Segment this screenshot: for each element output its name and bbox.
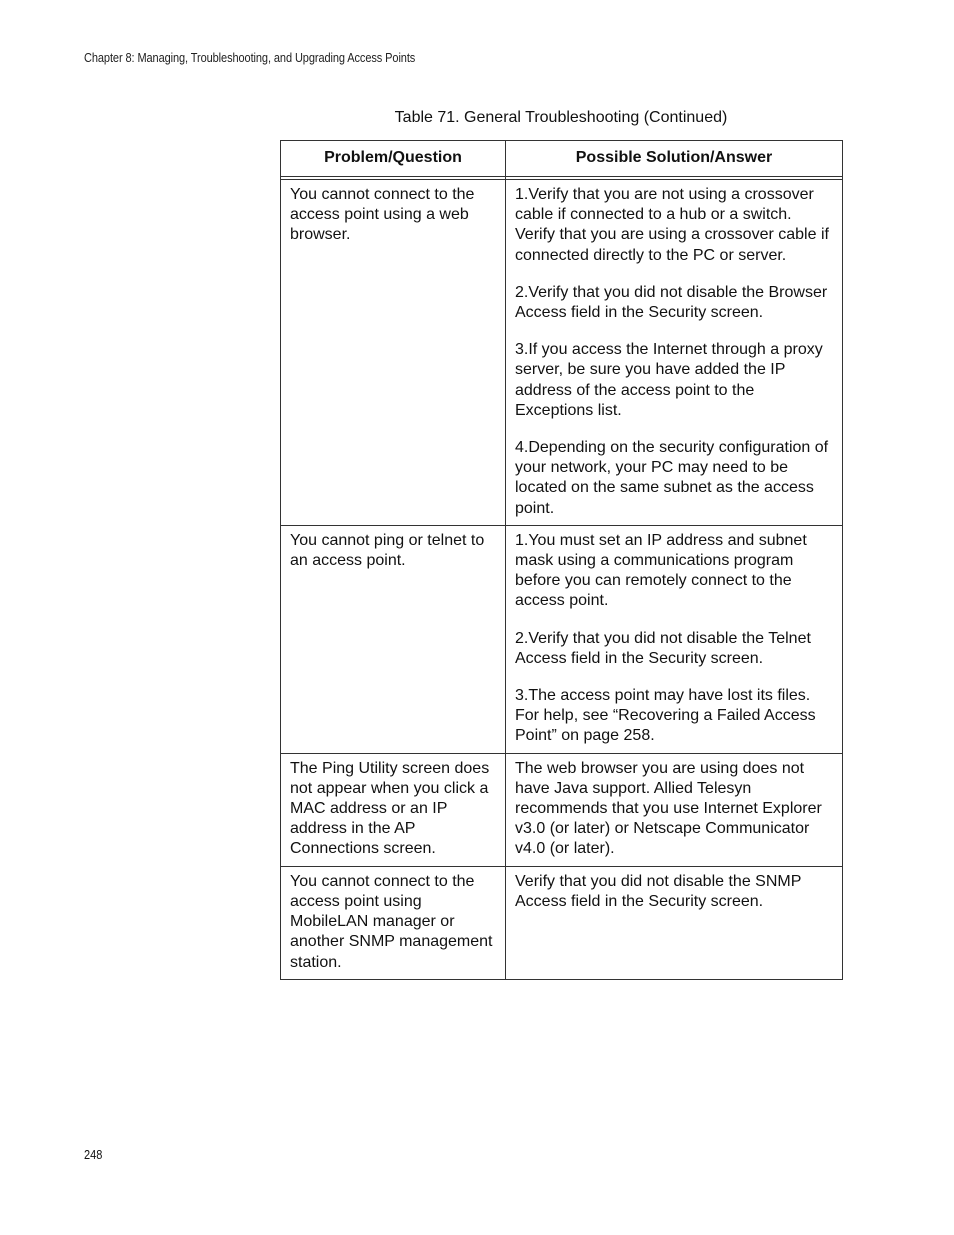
solution-paragraph: 2.Verify that you did not disable the Telnet Access field in the Security screen. bbox=[515, 629, 811, 667]
solution-cell bbox=[506, 525, 843, 753]
problem-cell: You cannot connect to the access point using MobileLAN manager or another SNMP management station. bbox=[281, 866, 506, 979]
table-row bbox=[281, 180, 843, 526]
running-head: Chapter 8: Managing, Troubleshooting, and Upgrading Access Points bbox=[84, 51, 416, 65]
problem-cell: You cannot connect to the access point using a web browser. bbox=[281, 180, 506, 526]
solution-paragraph: 4.Depending on the security configuration of your network, your PC may need to be located on the same subnet as the access point. bbox=[515, 439, 829, 517]
solution-cell bbox=[506, 753, 843, 866]
solution-paragraph: The web browser you are using does not have Java support. Allied Telesyn recommends that you use Internet Explorer v3.0 (or later) or Netscape Communicator v4.0 (or later). bbox=[515, 759, 822, 858]
table-row bbox=[281, 866, 843, 979]
solution-cell bbox=[506, 180, 843, 526]
table-row bbox=[281, 753, 843, 866]
problem-cell: You cannot ping or telnet to an access point. bbox=[281, 525, 506, 753]
solution-paragraph: 3.If you access the Internet through a proxy server, be sure you have added the IP address of the access point to the Exceptions list. bbox=[515, 341, 823, 419]
troubleshooting-table bbox=[280, 140, 843, 980]
table-row bbox=[281, 525, 843, 753]
solution-paragraph: Verify that you did not disable the SNMP Access field in the Security screen. bbox=[515, 872, 802, 910]
page-number: 248 bbox=[84, 1148, 103, 1162]
solution-paragraph: 1.Verify that you are not using a crossover cable if connected to a hub or a switch. Verify that you are using a crossover cable if connected directly to the PC or server. bbox=[515, 186, 829, 264]
header-possible-solution: Possible Solution/Answer bbox=[506, 141, 843, 177]
solution-paragraph: 1.You must set an IP address and subnet mask using a communications program before you can remotely connect to the access point. bbox=[515, 531, 807, 610]
table-caption: Table 71. General Troubleshooting (Continued) bbox=[394, 109, 728, 126]
problem-cell: The Ping Utility screen does not appear when you click a MAC address or an IP address in the AP Connections screen. bbox=[281, 753, 506, 866]
table-header-row bbox=[281, 141, 843, 177]
solution-cell bbox=[506, 866, 843, 979]
solution-paragraph: 3.The access point may have lost its files. For help, see “Recovering a Failed Access Point” on page 258. bbox=[515, 687, 816, 745]
solution-paragraph: 2.Verify that you did not disable the Browser Access field in the Security screen. bbox=[515, 283, 828, 322]
header-problem-question: Problem/Question bbox=[281, 141, 506, 177]
